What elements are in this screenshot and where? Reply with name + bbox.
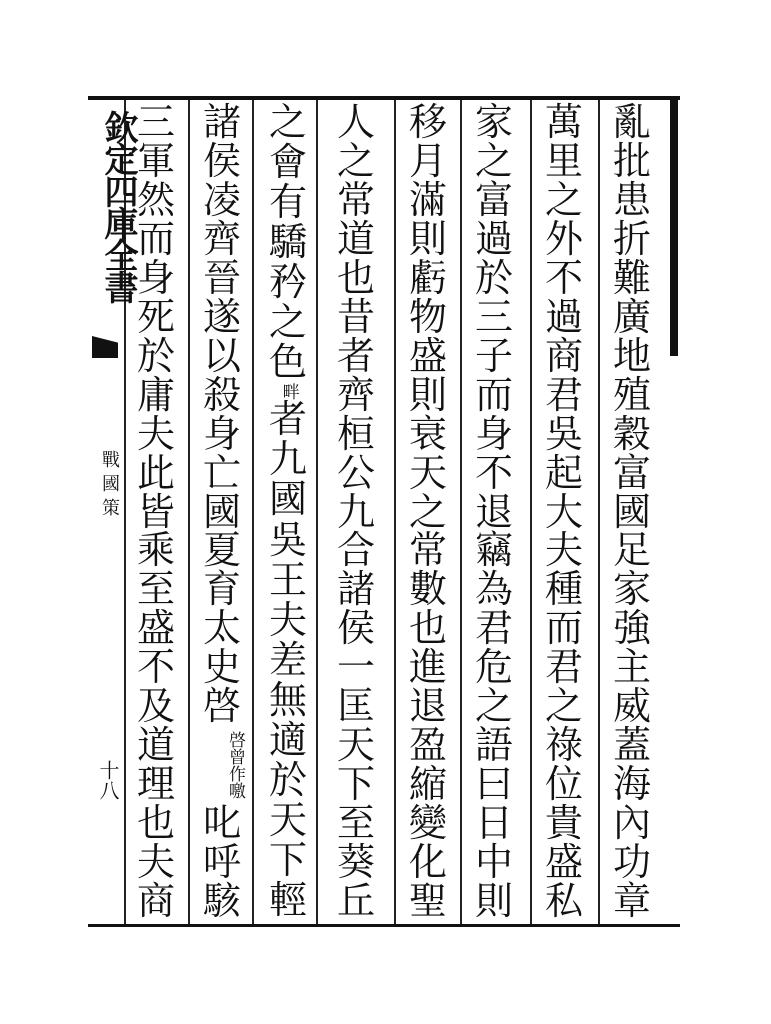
column-rule xyxy=(188,100,190,924)
column-rule xyxy=(252,100,254,924)
column-rule xyxy=(394,100,396,924)
column-rule xyxy=(460,100,462,924)
text-column: 三 軍 然 而 身 死 於 庸 夫 此 皆 乘 至 盛 不 及 道 理 也 夫 商 xyxy=(136,100,175,924)
page-number: 十八 xyxy=(96,760,120,800)
column-rule xyxy=(316,100,318,924)
text-column: 人 之 常 道 也 昔 者 齊 桓 公 九 合 諸 侯 一 匡 天 下 至 葵 丘 xyxy=(336,100,375,924)
frame-top-border xyxy=(88,96,680,100)
text-column: 亂 批 患 折 難 廣 地 殖 穀 富 國 足 家 強 主 威 蓋 海 內 功 章 xyxy=(612,100,651,924)
inline-annotation: 畔 xyxy=(278,383,299,401)
text-column: 萬 里 之 外 不 過 商 君 吳 起 大 夫 種 而 君 之 祿 位 貴 盛 私 xyxy=(544,100,583,924)
frame-right-border xyxy=(670,96,678,356)
text-column: 諸 侯 凌 齊 晉 遂 以 殺 身 亡 國 夏 育 太 史 啓 啓曾作噭 叱 呼 駭 xyxy=(196,103,248,921)
text-column: 家 之 富 過 於 三 子 而 身 不 退 竊 為 君 危 之 語 曰 日 中 則 xyxy=(474,100,513,924)
inline-annotation: 啓曾作噭 xyxy=(225,731,245,800)
book-title: 欽定四庫全書 xyxy=(98,110,138,302)
text-column: 移 月 滿 則 虧 物 盛 則 衰 天 之 常 數 也 進 退 盈 縮 變 化 聖 xyxy=(408,100,447,924)
column-rule xyxy=(530,100,532,924)
column-rule xyxy=(598,100,600,924)
fish-tail-mark xyxy=(92,336,118,358)
section-title: 戰國策 xyxy=(99,450,120,522)
frame-bottom-border xyxy=(88,924,680,927)
text-column: 之 會 有 驕 矜 之 色 畔 者 九 國 吳 王 夫 差 無 適 於 天 下 輕 xyxy=(268,100,307,922)
